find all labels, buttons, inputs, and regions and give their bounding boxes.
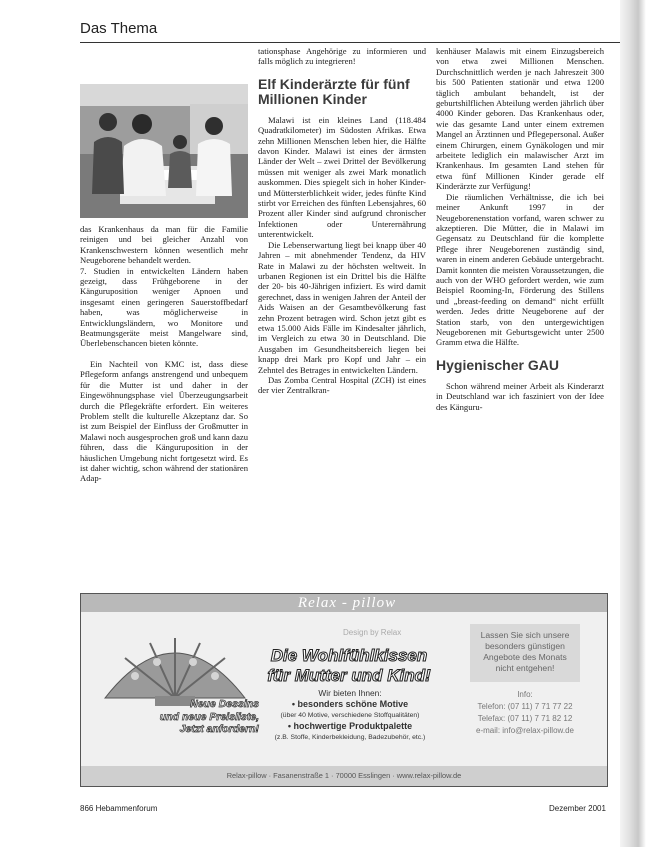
- photo-illustration: [80, 84, 248, 218]
- ad-contact-line: Telefon: (07 11) 7 71 77 22: [477, 702, 573, 711]
- ad-product-line: • besonders schöne Motive: [291, 699, 409, 709]
- paragraph: Das Zomba Central Hospital (ZCH) ist eines der vier Zentralkran-: [258, 374, 426, 396]
- ad-footer: Relax-pillow · Fasanenstraße 1 · 70000 Esslingen · www.relax-pillow.de: [81, 766, 607, 786]
- ad-new-designs: [159, 698, 259, 736]
- paragraph: Ein Nachteil von KMC ist, dass diese Pflegeform anfangs anstrengend und unbequem für die Mutter ist und daher in der Eingewöhnungsphase viel Überzeugungsarbeit durch die Pflegekräfte erfordert. Ein weiteres Problem stellt die kulturelle Akzeptanz dar. So ist zum Beispiel der Einfluss der Großmutter in Malawi noch ausgesprochen groß und kann dazu führen, dass die Känguruposition in der häuslichen Umgebung nicht fortgesetzt wird. Es ist daher wichtig, schon während der stationären Adap-: [80, 358, 249, 484]
- ad-new-line: Jetzt anfordern!: [179, 723, 259, 735]
- ad-offer-line: besonders günstigen: [485, 641, 565, 651]
- page-footer-right: Dezember 2001: [549, 804, 606, 813]
- header-rule: [80, 42, 620, 43]
- article-column-3: [436, 46, 604, 412]
- ad-new-line: Neue Dessins: [190, 698, 259, 710]
- paragraph: Malawi ist ein kleines Land (118.484 Quadratkilometer) im Südosten Afrikas. Etwa zehn Millionen Menschen leben hier, die Hälfte davon Kinder. Malawi ist eines der ärmsten Länder der Welt – zwei Drittel der Bevölkerung müssen mit weniger als zwei Mark monatlich auskommen. Dies spiegelt sich in hoher Kinder- und Müttersterblichkeit wider, jedes fünfte Kind stirbt vor Erreichen des fünften Lebensjahres, 60 Prozent aller Kinder sind aufgrund chronischer Infektionen oder Unterernährung unterentwickelt.: [258, 114, 426, 240]
- section-heading: Hygienischer GAU: [436, 356, 559, 373]
- ad-headline-line: Die Wohlfühlkissen: [270, 646, 428, 665]
- article-column-2: [258, 46, 426, 396]
- ad-offer-line: nicht entgehen!: [495, 663, 555, 673]
- paragraph: Die räumlichen Verhältnisse, die ich bei meiner Ankunft 1997 in der Neugeborenenstation vorfand, waren schwer zu akzeptieren. Die Mütter, die in Malawi im Gegensatz zu Deutschland für die komplette Pflege ihrer Neugeborenen zuständig sind, waren in einem anderen Gebäude untergebracht. Damit konnten die meisten Voraussetzungen, die auch von der WHO gefordert werden, wie zum Beispiel Rooming-In, Förderung des Stillens und „breast-feeding on demand“ nicht erfüllt werden. Jedes dritte Neugeborene auf der Station starb, von den untergewichtigen Neugeborenen mit Geburtsgewicht unter 2500 Gramm etwa die Hälfte.: [436, 191, 604, 348]
- ad-contact-line: Telefax: (07 11) 7 71 82 12: [477, 714, 573, 723]
- section-heading: Elf Kinderärzte für fünf Millionen Kinder: [258, 75, 410, 107]
- paragraph: Schon während meiner Arbeit als Kinderarzt in Deutschland war ich fasziniert von der Idee des Känguru-: [436, 380, 604, 412]
- ad-product-line: Wir bieten Ihnen:: [318, 688, 382, 698]
- paragraph: Die Lebenserwartung liegt bei knapp über 40 Jahren – mit abnehmender Tendenz, da HIV Rate in Malawi zu der höchsten weltweit. In urbanen Regionen ist ein Drittel bis die Hälfte der 20- bis 40-Jährigen infiziert. Es wird damit gerechnet, dass in wenigen Jahren der Anteil der Aids Waisen an der Gesamtbevölkerung fast zehn Prozent betragen wird. Schon jetzt gibt es etwa 15.000 Aids Fälle im Kindesalter jährlich, im Vergleich zu etwa 30 in Deutschland. Die Ausgaben im Gesundheitsbereich liegen bei knapp drei Mark pro Kopf und Jahr – ein Zehntel des Betrages in entwickelten Ländern.: [258, 239, 426, 375]
- ad-offer-line: Angebote des Monats: [483, 652, 567, 662]
- ad-product-line: (z.B. Stoffe, Kinderbekleidung, Badezubehör, etc.): [274, 734, 426, 741]
- ad-product-list: [265, 688, 435, 743]
- ad-contact-line: e-mail: info@relax-pillow.de: [476, 726, 574, 735]
- ad-product-line: • hochwertige Produktpalette: [287, 721, 413, 731]
- ad-new-line: und neue Preisliste,: [159, 710, 259, 723]
- paragraph: das Krankenhaus da man für die Familie reinigen und bei gleicher Anzahl von Krankenschwestern können wesentlich mehr Neugeborene behandelt werden.: [80, 224, 248, 266]
- ad-offer-line: Lassen Sie sich unsere: [480, 630, 570, 640]
- ad-headline-line: für Mutter und Kind!: [267, 666, 431, 685]
- ad-product-line: (über 40 Motive, verschiedene Stoffqualitäten): [280, 712, 420, 719]
- paragraph: 7. Studien in entwickelten Ländern haben gezeigt, dass Frühgeborene in der Känguruposition weniger Apnoen und insgesamt einen geringeren Sauerstoffbedarf haben, was möglicherweise in Entwicklungsländern, wo Monitore und Beatmungsgeräte meist Mangelware sind, Überlebenschancen bieten könnte.: [80, 265, 248, 349]
- ad-brand-name: Relax - pillow: [297, 595, 397, 611]
- advertisement: [80, 593, 608, 787]
- page-edge-shadow: [620, 0, 646, 847]
- paragraph: tationsphase Angehörige zu informieren und falls möglich zu integrieren!: [258, 46, 426, 67]
- section-title: Das Thema: [80, 20, 158, 37]
- article-photo: [80, 84, 248, 218]
- ad-contact: [470, 689, 580, 737]
- paragraph: kenhäuser Malawis mit einem Einzugsbereich von etwa zwei Millionen Menschen. Durchschnittlich werden je nach Jahreszeit 300 bis 500 Patienten stationär und etwa 1200 täglich ambulant behandelt, ist der geburtshilflichen Abteilung werden jährlich über 4000 Kinder geboren. Das Krankenhaus oder, wie das gesamte Land unter einem extremen Mangel an Ärztinnen und Pflegepersonal. Außer einem Chirurgen, einem Gynäkologen und mir arbeitete lediglich ein malawischer Arzt im Krankenhaus. Im gesamten Land stehen für etwa fünf Millionen Kinder gerade elf Kinderärzte zur Verfügung!: [436, 46, 604, 192]
- ad-contact-line: Info:: [517, 690, 533, 699]
- article-column-1: [80, 224, 248, 484]
- page-footer-left: 866 Hebammenforum: [80, 804, 158, 813]
- ad-offer-box: [470, 624, 580, 682]
- ad-headline: [199, 646, 499, 686]
- ad-brand-subline: Design by Relax: [343, 628, 402, 637]
